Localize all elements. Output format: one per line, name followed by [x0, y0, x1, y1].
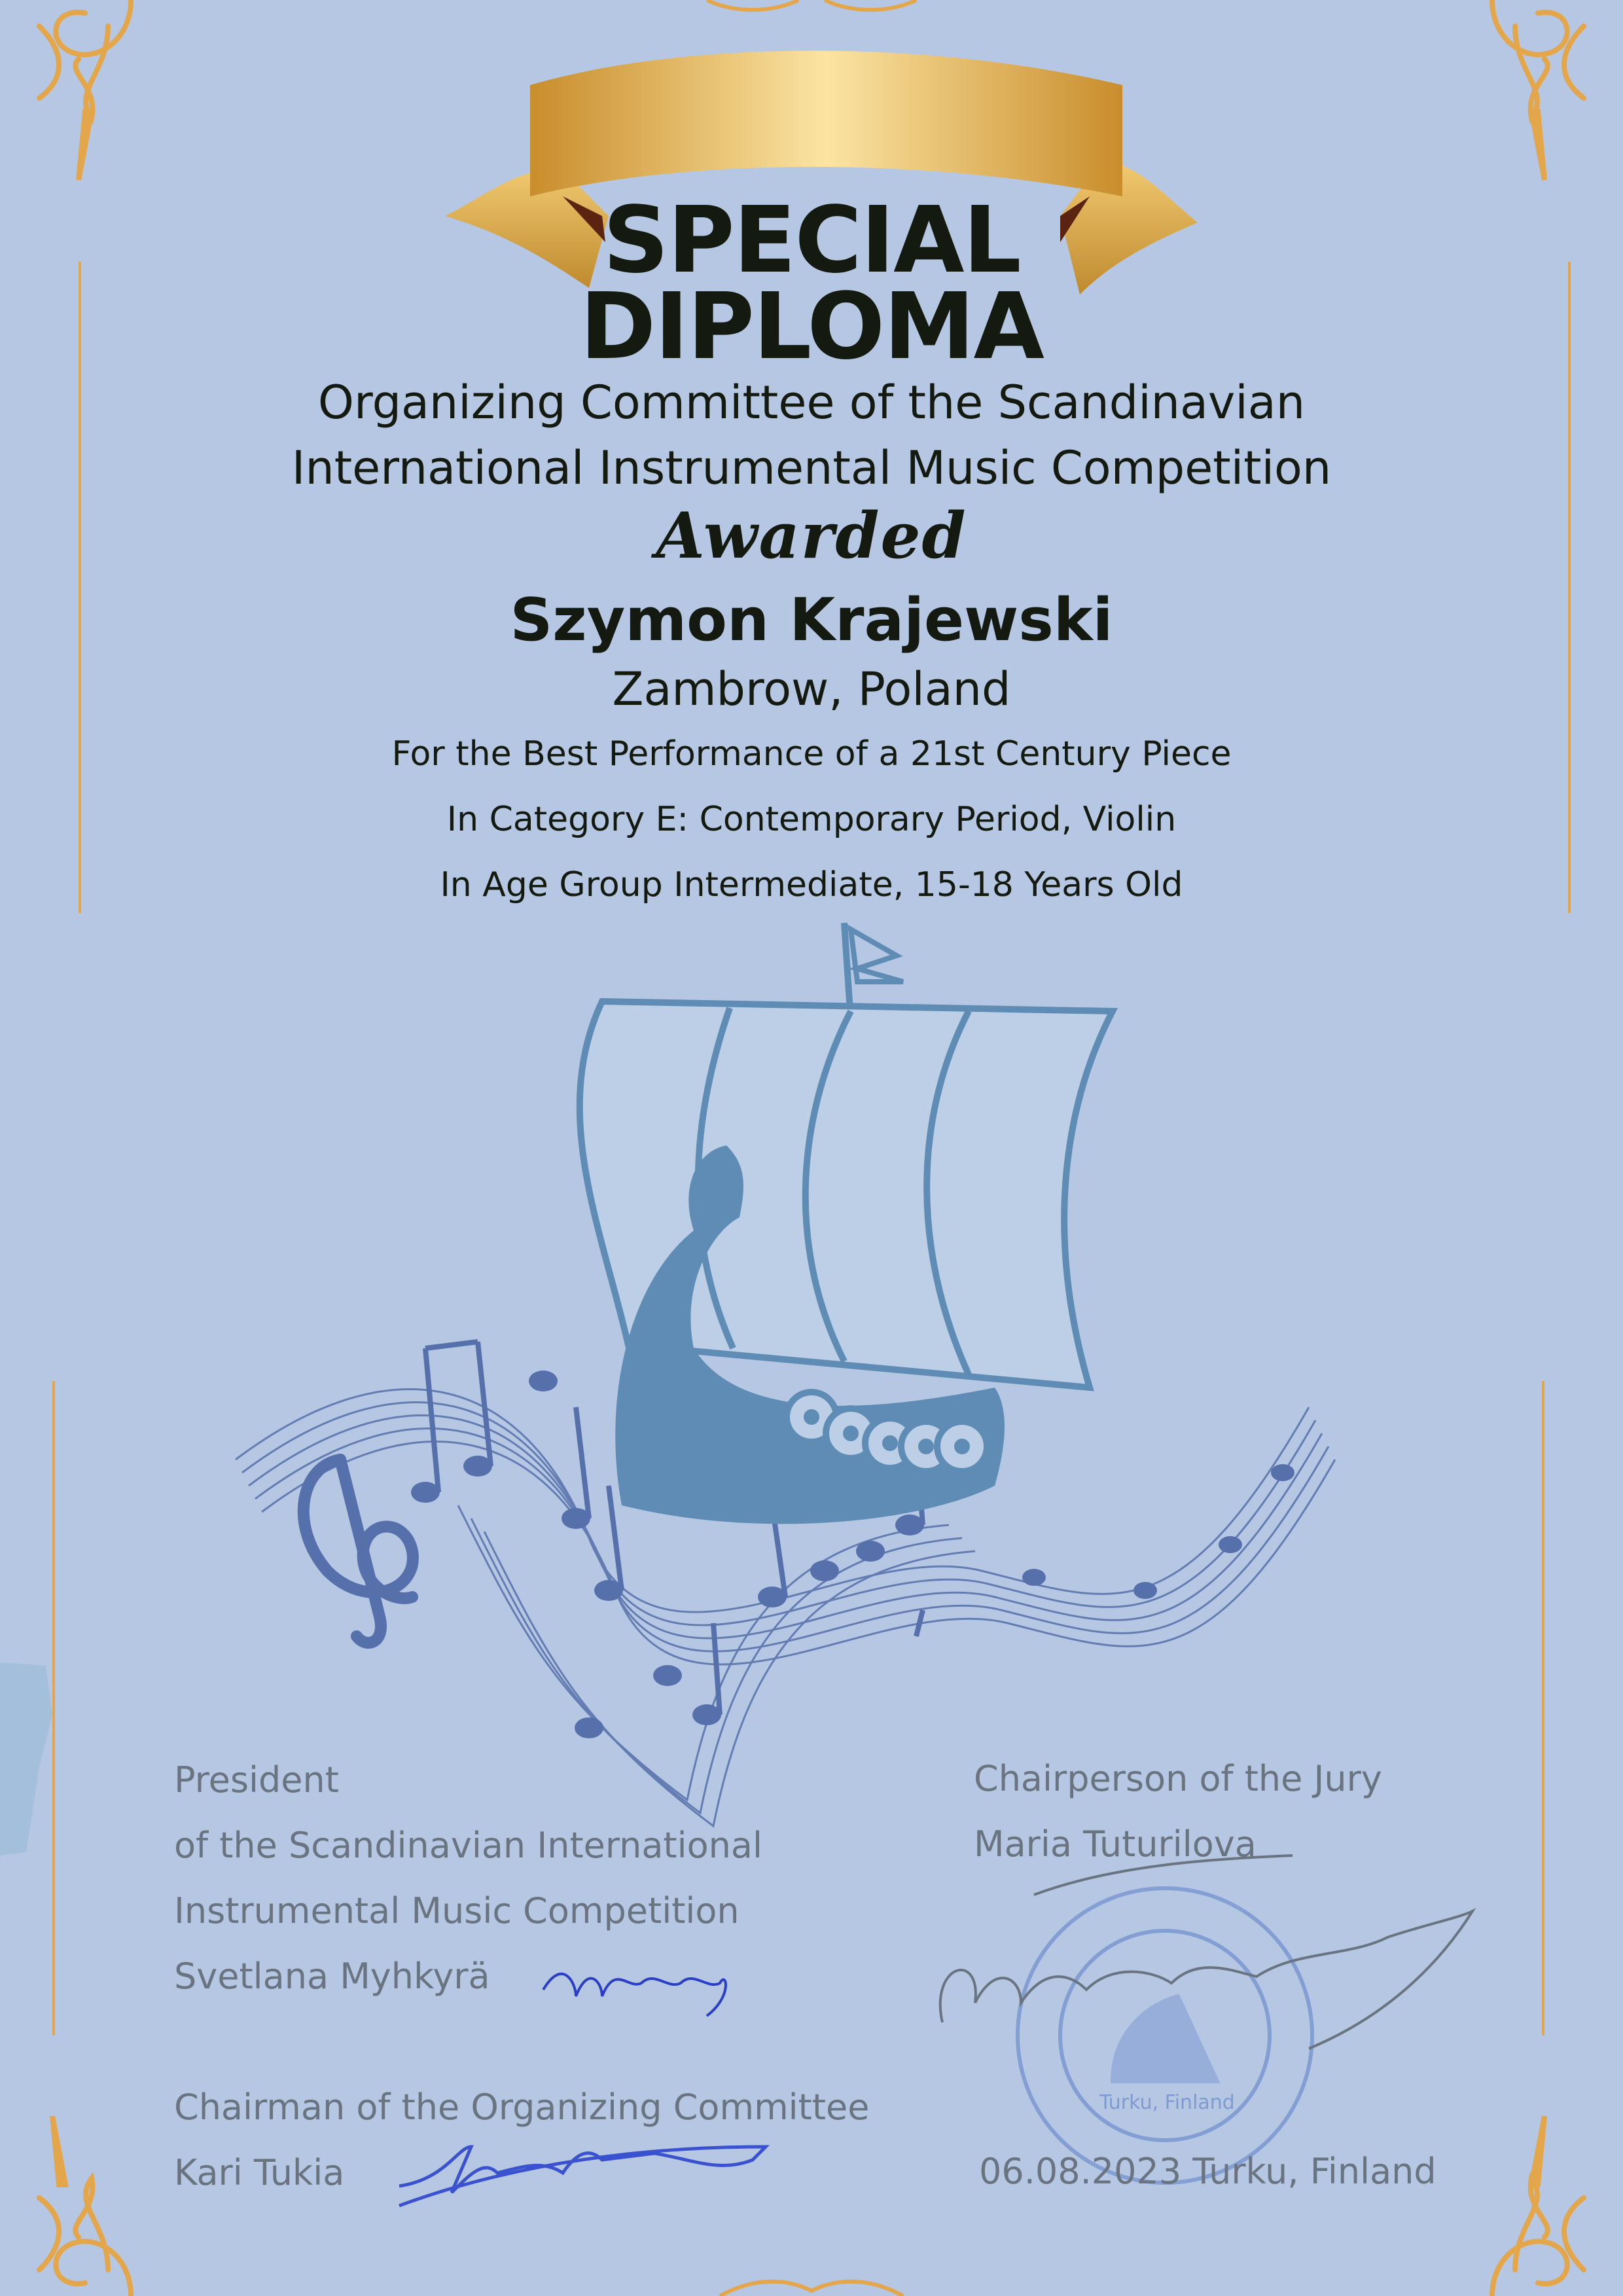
president-title: President: [174, 1759, 339, 1801]
corner-ornament-top-right: [1492, 0, 1584, 180]
jury-signature-block: [974, 1746, 1382, 1877]
organizer-line2: International Instrumental Music Competition: [291, 441, 1332, 495]
president-title-line2: of the Scandinavian International: [174, 1825, 762, 1866]
bottom-center-ornament: [720, 2282, 903, 2296]
diploma-title-line2: DIPLOMA: [580, 274, 1043, 380]
president-signature-block: [174, 1748, 762, 2009]
award-age-group: In Age Group Intermediate, 15-18 Years Old: [440, 865, 1183, 905]
left-edge-shape: [0, 1662, 52, 1856]
stamp-city: Turku, Finland: [1099, 2091, 1235, 2114]
chairman-name: Kari Tukia: [174, 2152, 345, 2193]
organizer-line1: Organizing Committee of the Scandinavian: [317, 376, 1306, 429]
jury-signature: [940, 1911, 1472, 2049]
award-category: In Category E: Contemporary Period, Violin: [446, 800, 1177, 839]
jury-title: Chairperson of the Jury: [974, 1758, 1382, 1799]
top-center-ornament: [707, 0, 916, 10]
award-reason: For the Best Performance of a 21st Century Piece: [391, 734, 1232, 774]
date-place: 06.08.2023 Turku, Finland: [979, 2151, 1436, 2192]
corner-ornament-top-left: [39, 0, 131, 180]
president-title-line3: Instrumental Music Competition: [174, 1890, 740, 1931]
chairman-signature-block: [174, 2075, 869, 2206]
treble-clef-icon: [304, 1460, 413, 1643]
diploma-title-line1: SPECIAL: [603, 187, 1020, 294]
chairman-title: Chairman of the Organizing Committee: [174, 2087, 870, 2128]
president-name: Svetlana Myhkyrä: [174, 1956, 490, 1997]
jury-name: Maria Tuturilova: [974, 1823, 1257, 1865]
awarded-label: Awarded: [656, 499, 967, 573]
recipient-name: Szymon Krajewski: [510, 586, 1113, 655]
viking-ship-illustration: [580, 923, 1113, 1524]
corner-ornament-bottom-left: [39, 2116, 131, 2296]
recipient-location: Zambrow, Poland: [612, 662, 1011, 716]
corner-ornament-bottom-right: [1492, 2116, 1584, 2296]
